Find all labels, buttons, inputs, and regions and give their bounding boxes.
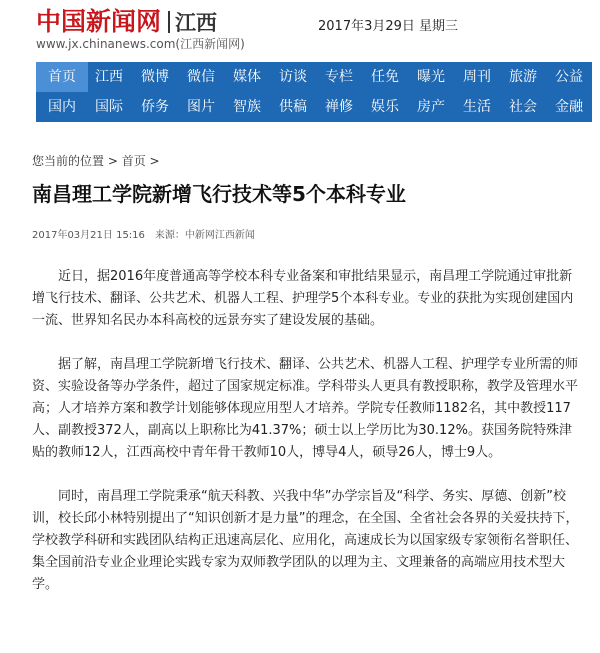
article-paragraph: 据了解，南昌理工学院新增飞行技术、翻译、公共艺术、机器人工程、护理学专业所需的师资、实验设备等办学条件，超过了国家规定标准。学科带头人更具有教授职称，教学及管理水平高；人才培养方案和教学计划能够体现应用型人才培养。学院专任教师1182名，其中教授117人、副教授372人，副高以上职称比为41.37%；硕士以上学历比为30.12%。获国务院特殊津贴的教师12人，江西高校中青年骨干教师10人，博导4人，硕导26人，博士9人。 [32, 357, 579, 460]
nav-item-finance[interactable]: 金融 [555, 99, 583, 115]
main-nav [36, 62, 592, 122]
nav-item-international[interactable]: 国际 [95, 99, 123, 115]
nav-item-zhizu[interactable]: 智族 [233, 99, 261, 115]
breadcrumb [32, 152, 160, 169]
nav-item-supply[interactable]: 供稿 [279, 99, 307, 115]
nav-item-home[interactable]: 首页 [36, 62, 88, 92]
breadcrumb-home-link[interactable]: > 首页 > [104, 154, 160, 168]
nav-item-exposure[interactable]: 曝光 [417, 69, 445, 85]
nav-item-jiangxi[interactable]: 江西 [95, 69, 123, 85]
nav-item-interview[interactable]: 访谈 [279, 69, 307, 85]
nav-row-1 [36, 62, 592, 92]
breadcrumb-label: 您当前的位置 [32, 154, 105, 168]
article-meta [32, 226, 255, 241]
nav-item-travel[interactable]: 旅游 [509, 69, 537, 85]
nav-row-2 [36, 92, 592, 122]
article-paragraph: 同时，南昌理工学院秉承“航天科教、兴我中华”办学宗旨及“科学、务实、厚德、创新”校训，校长邱小林特别提出了“知识创新才是力量”的理念，在全国、全省社会各界的关爱扶持下，学校教学科研和实践团队结构正迅速高层化、应用化，高速成长为以国家级专家领衔名誉职任、集全国前沿专业企业理论实践专家为双师教学团队的以理为主、文理兼备的高端应用技术型大学。 [32, 489, 579, 592]
nav-item-weekly[interactable]: 周刊 [463, 69, 491, 85]
header-date: 2017年3月29日 星期三 [318, 19, 459, 34]
article-source: 来源：中新网江西新闻 [154, 230, 255, 241]
nav-item-realestate[interactable]: 房产 [417, 99, 445, 115]
nav-item-entertainment[interactable]: 娱乐 [371, 99, 399, 115]
logo-divider [168, 11, 170, 33]
nav-item-weibo[interactable]: 微博 [141, 69, 169, 85]
nav-item-weixin[interactable]: 微信 [187, 69, 215, 85]
nav-item-media[interactable]: 媒体 [233, 69, 261, 85]
nav-item-chan[interactable]: 禅修 [325, 99, 353, 115]
site-header [0, 0, 600, 62]
nav-item-domestic[interactable]: 国内 [48, 99, 76, 115]
site-url: www.jx.chinanews.com(江西新闻网) [36, 37, 245, 51]
nav-item-appointments[interactable]: 任免 [371, 69, 399, 85]
nav-item-photos[interactable]: 图片 [187, 99, 215, 115]
nav-item-life[interactable]: 生活 [463, 99, 491, 115]
nav-item-charity[interactable]: 公益 [555, 69, 583, 85]
article-title: 南昌理工学院新增飞行技术等5个本科专业 [32, 182, 406, 206]
nav-item-society[interactable]: 社会 [509, 99, 537, 115]
article-body [32, 266, 580, 618]
site-logo[interactable] [36, 2, 217, 38]
nav-item-column[interactable]: 专栏 [325, 69, 353, 85]
nav-item-overseas[interactable]: 侨务 [141, 99, 169, 115]
logo-text: 中国新闻网 [36, 7, 162, 36]
article-paragraph: 近日，据2016年度普通高等学校本科专业备案和审批结果显示，南昌理工学院通过审批新增飞行技术、翻译、公共艺术、机器人工程、护理学5个本科专业。专业的获批为实现创建国内一流、世界知名民办本科高校的远景夯实了建设发展的基础。 [32, 269, 574, 328]
article-datetime: 2017年03月21日 15:16 [32, 230, 145, 241]
logo-region: 江西 [175, 11, 218, 35]
